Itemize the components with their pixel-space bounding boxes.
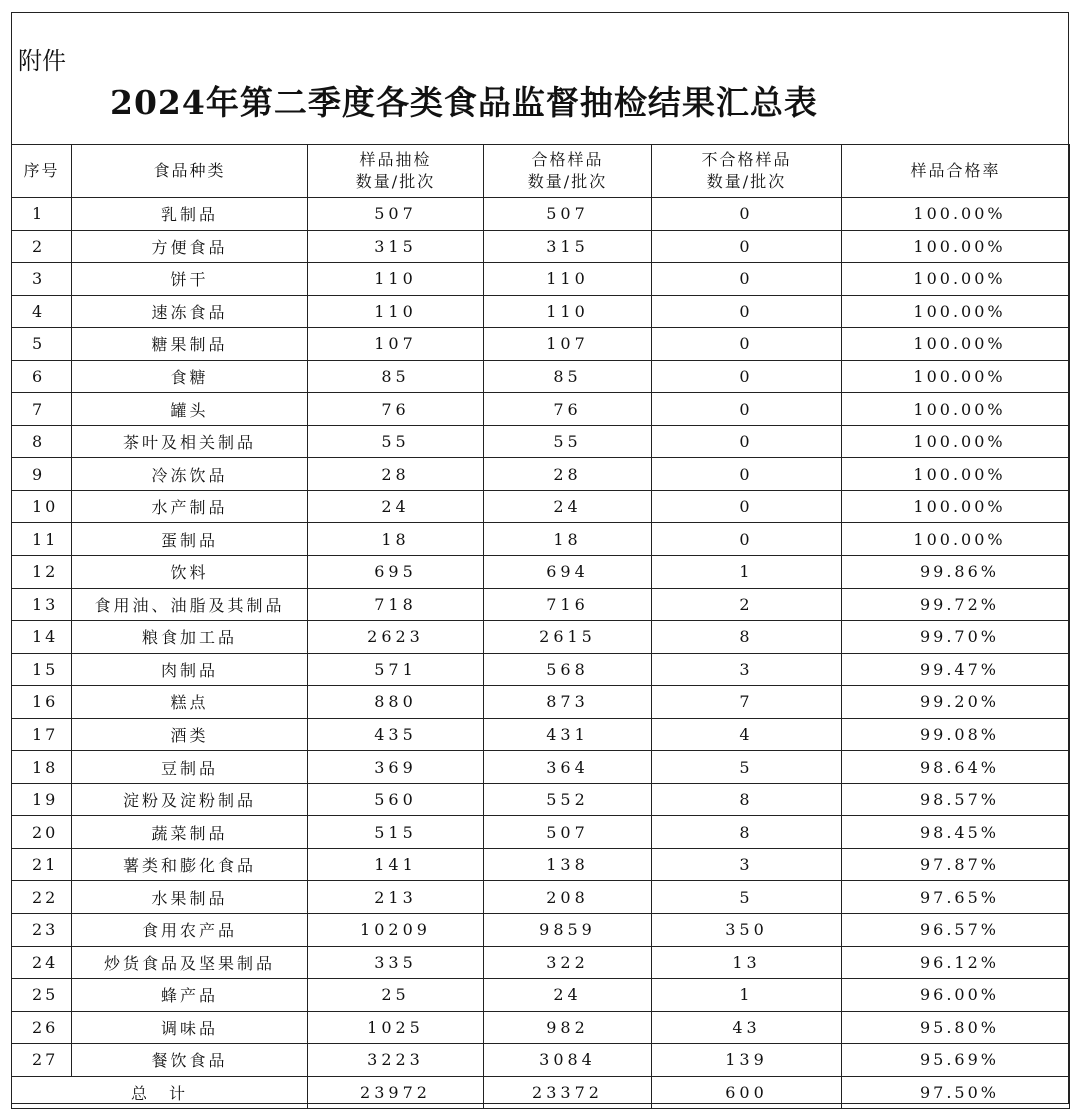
cell-pass-rate: 99.86% [842, 556, 1070, 589]
cell-passed: 9859 [484, 914, 652, 947]
cell-passed: 107 [484, 328, 652, 361]
total-failed: 600 [652, 1076, 842, 1109]
header-passed [484, 145, 652, 198]
cell-failed: 3 [652, 653, 842, 686]
cell-sampled: 55 [308, 425, 484, 458]
cell-seq: 12 [12, 556, 72, 589]
page-title: 2024年第二季度各类食品监督抽检结果汇总表 [110, 83, 818, 122]
cell-sampled: 515 [308, 816, 484, 849]
cell-sampled: 24 [308, 490, 484, 523]
table-row [12, 490, 1070, 523]
cell-passed: 315 [484, 230, 652, 263]
cell-failed: 8 [652, 783, 842, 816]
cell-seq: 8 [12, 425, 72, 458]
cell-sampled: 85 [308, 360, 484, 393]
cell-passed: 110 [484, 263, 652, 296]
cell-food-type: 淀粉及淀粉制品 [72, 783, 308, 816]
total-passed: 23372 [484, 1076, 652, 1109]
cell-seq: 13 [12, 588, 72, 621]
cell-failed: 0 [652, 393, 842, 426]
cell-sampled: 110 [308, 263, 484, 296]
cell-pass-rate: 98.45% [842, 816, 1070, 849]
cell-pass-rate: 95.80% [842, 1011, 1070, 1044]
cell-pass-rate: 100.00% [842, 523, 1070, 556]
cell-pass-rate: 98.64% [842, 751, 1070, 784]
cell-sampled: 695 [308, 556, 484, 589]
attachment-label: 附件 [18, 47, 66, 75]
cell-food-type: 酒类 [72, 718, 308, 751]
cell-failed: 0 [652, 328, 842, 361]
total-row [12, 1076, 1070, 1109]
cell-food-type: 水果制品 [72, 881, 308, 914]
cell-failed: 8 [652, 816, 842, 849]
cell-pass-rate: 99.20% [842, 686, 1070, 719]
cell-seq: 23 [12, 914, 72, 947]
cell-passed: 28 [484, 458, 652, 491]
cell-sampled: 3223 [308, 1044, 484, 1077]
table-row [12, 751, 1070, 784]
cell-pass-rate: 100.00% [842, 360, 1070, 393]
cell-passed: 3084 [484, 1044, 652, 1077]
cell-failed: 350 [652, 914, 842, 947]
cell-failed: 0 [652, 490, 842, 523]
cell-pass-rate: 100.00% [842, 393, 1070, 426]
table-row [12, 653, 1070, 686]
cell-food-type: 糖果制品 [72, 328, 308, 361]
table-row [12, 588, 1070, 621]
table-row [12, 881, 1070, 914]
cell-seq: 16 [12, 686, 72, 719]
cell-sampled: 571 [308, 653, 484, 686]
table-row [12, 230, 1070, 263]
cell-food-type: 茶叶及相关制品 [72, 425, 308, 458]
table-row [12, 295, 1070, 328]
cell-passed: 364 [484, 751, 652, 784]
cell-passed: 431 [484, 718, 652, 751]
cell-sampled: 2623 [308, 621, 484, 654]
table-row [12, 914, 1070, 947]
cell-sampled: 110 [308, 295, 484, 328]
cell-failed: 43 [652, 1011, 842, 1044]
cell-failed: 8 [652, 621, 842, 654]
cell-failed: 0 [652, 198, 842, 231]
cell-seq: 18 [12, 751, 72, 784]
cell-pass-rate: 100.00% [842, 263, 1070, 296]
cell-seq: 2 [12, 230, 72, 263]
table-row [12, 393, 1070, 426]
table-row [12, 1044, 1070, 1077]
table-row [12, 1011, 1070, 1044]
cell-food-type: 豆制品 [72, 751, 308, 784]
cell-pass-rate: 100.00% [842, 328, 1070, 361]
table-row [12, 848, 1070, 881]
cell-failed: 1 [652, 556, 842, 589]
cell-food-type: 食糖 [72, 360, 308, 393]
table-row [12, 556, 1070, 589]
cell-sampled: 76 [308, 393, 484, 426]
cell-food-type: 饼干 [72, 263, 308, 296]
cell-pass-rate: 97.87% [842, 848, 1070, 881]
cell-food-type: 糕点 [72, 686, 308, 719]
cell-pass-rate: 100.00% [842, 230, 1070, 263]
cell-failed: 0 [652, 295, 842, 328]
total-sampled: 23972 [308, 1076, 484, 1109]
header-food-type: 食品种类 [72, 145, 308, 198]
cell-pass-rate: 97.65% [842, 881, 1070, 914]
cell-food-type: 食用油、油脂及其制品 [72, 588, 308, 621]
cell-food-type: 罐头 [72, 393, 308, 426]
cell-failed: 1 [652, 979, 842, 1012]
cell-food-type: 炒货食品及坚果制品 [72, 946, 308, 979]
cell-seq: 1 [12, 198, 72, 231]
cell-sampled: 18 [308, 523, 484, 556]
cell-seq: 11 [12, 523, 72, 556]
table-row [12, 686, 1070, 719]
cell-food-type: 水产制品 [72, 490, 308, 523]
cell-passed: 982 [484, 1011, 652, 1044]
cell-failed: 5 [652, 881, 842, 914]
table-body [12, 198, 1070, 1077]
header-pass-rate: 样品合格率 [842, 145, 1070, 198]
cell-passed: 76 [484, 393, 652, 426]
cell-passed: 552 [484, 783, 652, 816]
cell-failed: 0 [652, 230, 842, 263]
cell-sampled: 435 [308, 718, 484, 751]
header-passed-line1: 合格样品 [531, 150, 604, 169]
cell-failed: 0 [652, 425, 842, 458]
cell-seq: 4 [12, 295, 72, 328]
cell-passed: 694 [484, 556, 652, 589]
header-passed-line2: 数量/批次 [527, 172, 608, 191]
cell-pass-rate: 99.70% [842, 621, 1070, 654]
cell-pass-rate: 100.00% [842, 198, 1070, 231]
cell-food-type: 饮料 [72, 556, 308, 589]
cell-food-type: 乳制品 [72, 198, 308, 231]
cell-seq: 6 [12, 360, 72, 393]
cell-pass-rate: 100.00% [842, 295, 1070, 328]
cell-pass-rate: 96.12% [842, 946, 1070, 979]
cell-seq: 19 [12, 783, 72, 816]
cell-seq: 26 [12, 1011, 72, 1044]
cell-seq: 7 [12, 393, 72, 426]
header-seq: 序号 [12, 145, 72, 198]
table-row [12, 198, 1070, 231]
cell-food-type: 餐饮食品 [72, 1044, 308, 1077]
cell-passed: 568 [484, 653, 652, 686]
cell-passed: 18 [484, 523, 652, 556]
cell-pass-rate: 100.00% [842, 490, 1070, 523]
cell-passed: 85 [484, 360, 652, 393]
cell-seq: 22 [12, 881, 72, 914]
cell-sampled: 25 [308, 979, 484, 1012]
cell-pass-rate: 96.00% [842, 979, 1070, 1012]
cell-seq: 15 [12, 653, 72, 686]
cell-failed: 0 [652, 523, 842, 556]
cell-pass-rate: 99.08% [842, 718, 1070, 751]
cell-pass-rate: 96.57% [842, 914, 1070, 947]
cell-sampled: 718 [308, 588, 484, 621]
cell-food-type: 蔬菜制品 [72, 816, 308, 849]
cell-failed: 0 [652, 360, 842, 393]
cell-sampled: 315 [308, 230, 484, 263]
cell-seq: 10 [12, 490, 72, 523]
cell-food-type: 调味品 [72, 1011, 308, 1044]
cell-passed: 507 [484, 198, 652, 231]
cell-food-type: 蛋制品 [72, 523, 308, 556]
header-failed [652, 145, 842, 198]
cell-food-type: 冷冻饮品 [72, 458, 308, 491]
cell-food-type: 食用农产品 [72, 914, 308, 947]
header-sampled-line1: 样品抽检 [359, 150, 432, 169]
cell-passed: 716 [484, 588, 652, 621]
cell-passed: 24 [484, 490, 652, 523]
cell-seq: 9 [12, 458, 72, 491]
results-table [11, 144, 1070, 1109]
cell-failed: 7 [652, 686, 842, 719]
cell-seq: 14 [12, 621, 72, 654]
cell-failed: 5 [652, 751, 842, 784]
cell-food-type: 方便食品 [72, 230, 308, 263]
total-pass-rate: 97.50% [842, 1076, 1070, 1109]
cell-failed: 0 [652, 263, 842, 296]
cell-failed: 0 [652, 458, 842, 491]
cell-sampled: 28 [308, 458, 484, 491]
cell-passed: 507 [484, 816, 652, 849]
cell-sampled: 141 [308, 848, 484, 881]
table-row [12, 621, 1070, 654]
cell-seq: 3 [12, 263, 72, 296]
table-row [12, 946, 1070, 979]
table-row [12, 263, 1070, 296]
header-failed-line1: 不合格样品 [701, 150, 792, 169]
cell-sampled: 880 [308, 686, 484, 719]
cell-failed: 3 [652, 848, 842, 881]
cell-failed: 139 [652, 1044, 842, 1077]
table-header-row [12, 145, 1070, 198]
document-frame [11, 12, 1069, 1104]
cell-seq: 25 [12, 979, 72, 1012]
header-failed-line2: 数量/批次 [706, 172, 787, 191]
cell-seq: 5 [12, 328, 72, 361]
cell-sampled: 1025 [308, 1011, 484, 1044]
cell-pass-rate: 100.00% [842, 425, 1070, 458]
cell-passed: 110 [484, 295, 652, 328]
table-row [12, 523, 1070, 556]
table-row [12, 979, 1070, 1012]
cell-seq: 20 [12, 816, 72, 849]
table-row [12, 360, 1070, 393]
cell-sampled: 335 [308, 946, 484, 979]
cell-seq: 17 [12, 718, 72, 751]
cell-passed: 55 [484, 425, 652, 458]
table-row [12, 783, 1070, 816]
cell-passed: 24 [484, 979, 652, 1012]
cell-seq: 24 [12, 946, 72, 979]
cell-sampled: 369 [308, 751, 484, 784]
cell-failed: 13 [652, 946, 842, 979]
cell-sampled: 213 [308, 881, 484, 914]
cell-sampled: 107 [308, 328, 484, 361]
total-label: 总 计 [12, 1076, 308, 1109]
cell-failed: 4 [652, 718, 842, 751]
cell-sampled: 507 [308, 198, 484, 231]
table-row [12, 718, 1070, 751]
cell-failed: 2 [652, 588, 842, 621]
cell-sampled: 10209 [308, 914, 484, 947]
cell-passed: 873 [484, 686, 652, 719]
cell-seq: 21 [12, 848, 72, 881]
cell-passed: 322 [484, 946, 652, 979]
document-header [12, 13, 1068, 144]
header-sampled [308, 145, 484, 198]
table-row [12, 425, 1070, 458]
cell-sampled: 560 [308, 783, 484, 816]
cell-pass-rate: 95.69% [842, 1044, 1070, 1077]
table-row [12, 328, 1070, 361]
header-sampled-line2: 数量/批次 [355, 172, 436, 191]
table-row [12, 458, 1070, 491]
cell-food-type: 肉制品 [72, 653, 308, 686]
cell-passed: 138 [484, 848, 652, 881]
cell-pass-rate: 100.00% [842, 458, 1070, 491]
cell-seq: 27 [12, 1044, 72, 1077]
cell-food-type: 蜂产品 [72, 979, 308, 1012]
cell-passed: 208 [484, 881, 652, 914]
cell-food-type: 速冻食品 [72, 295, 308, 328]
cell-food-type: 粮食加工品 [72, 621, 308, 654]
cell-pass-rate: 98.57% [842, 783, 1070, 816]
cell-pass-rate: 99.47% [842, 653, 1070, 686]
table-row [12, 816, 1070, 849]
cell-passed: 2615 [484, 621, 652, 654]
cell-pass-rate: 99.72% [842, 588, 1070, 621]
cell-food-type: 薯类和膨化食品 [72, 848, 308, 881]
